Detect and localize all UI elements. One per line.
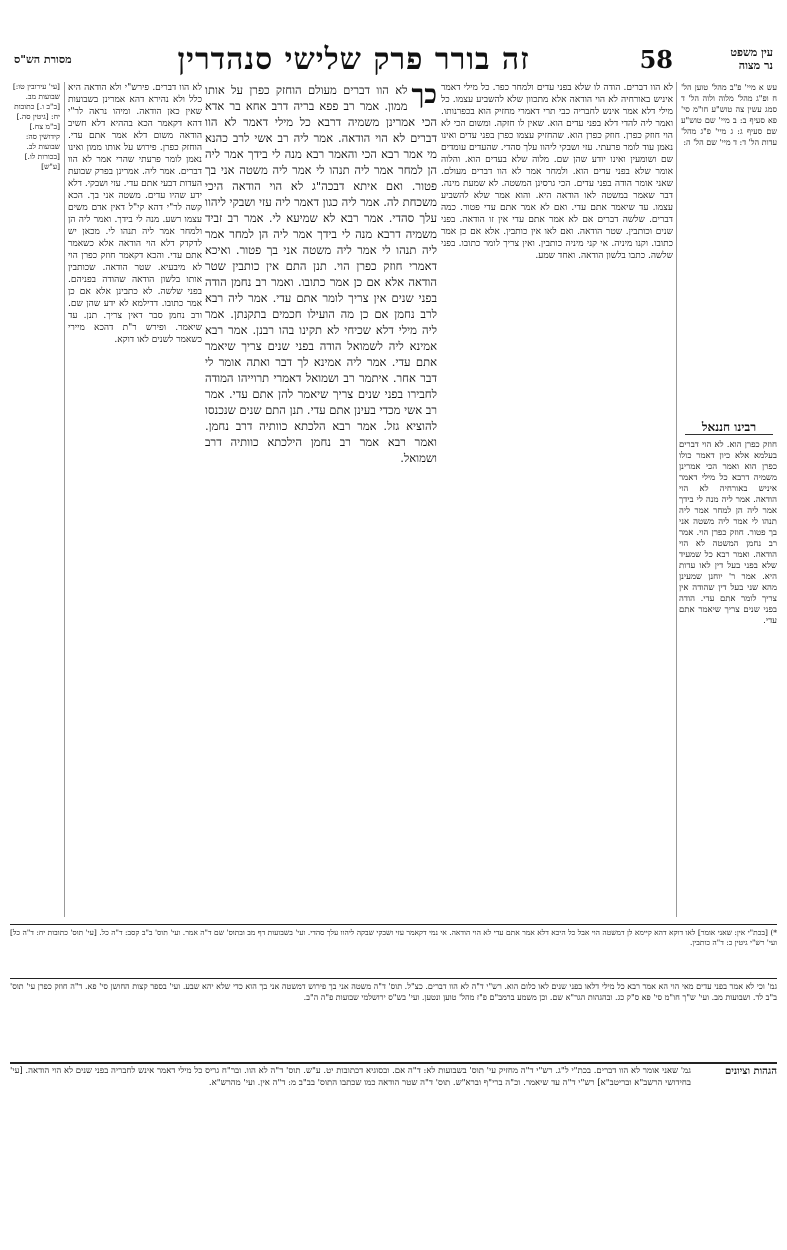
rashi-text: לא הוו דברים. הודה לו שלא בפני עדים ולמחר כפר. כל מילי דאמר איניש באורחיה לא הוי הודאה אלא מתכוון שלא להשביע עצמו. כל מילי דלא אמר אינש לחבריה כבי תרי דאמרי מחזיק הוא בכפרנותו. ואמר ליה להדי דלא בפני עדים הוא. שאין לו חזקה. ומשום הכי לא הוי חוזק כפרן. חוזק כפרן הוא. שהחזיק עצמו כפרן בפני עדים ואינו נאמן עוד לומר פרעתי. עזי ושבקי ליהוו עלך סהדי. שהעדים עומדים שם ושומעין ואינו יודע שהן שם. מלוה שלא בעדים הוא. והלוה אומר שלא בפני עדים הוא. ולמחר אמר לא הוו דברים מעולם. שאני אומר הודה בפני עדים. הכי גרסינן המשטה. לא שמעת מינה. דבר שאמר במשטה לאו הודאה היא. והוא אמר שלא להשביע עצמו. עד שיאמר אתם עדי. ואם לא אמר אתם עדי פטור. כמה דברים. שלשה דברים אם לא אמר אתם עדי אין זו הודאה. בפני שנים וכותבין. שטר הודאה. ואם לאו אין כותבין. אלא אם כן אמר כתובו. וקנו מיניה. אי קני מיניה כותבין. ואין צריך לומר כתובו. בפני שלשה. כתבו בלשון הודאה. ואחד שמע. [441, 83, 673, 261]
footnote: *) [בכת"י אין: שאני אומר] לאו דוקא דהא קיימא לן דמשטה הוי אבל כל היכא דלא אמר אתם עדי לא הוי הודאה. אי נמי דקאמר עזי ושבקי שבקה ליהוו עלך סהדי. ועי' בשבועות דף מב ובתוס' שם ד"ה אמר. ועי' תוס' ב"ב קסב: ד"ה כל. [עי' תוס' כתובות יח: ד"ה כל] ועי' רש"י גיטין כ: ד"ה כותבין. [10, 928, 777, 947]
rashi-column [441, 82, 673, 917]
masoret-hashas-column [10, 82, 60, 917]
gemara-text: לא הוו דברים מעולם הוחזק כפרן על אותו ממון. אמר רב פפא בריה דרב אחא בר אדא הכי אמרינן משמיה דרבא כל מילי דאמר לא הוו דברים לא הוי הודאה. אמר ליה רב אשי לרב כהנא מי אמר רבא הכי והאמר רבא מנה לי בידך אמר ליה הן למחר אמר ליה תנהו לי אמר ליה משטה אני בך פטור. ואם איתא דבכה"ג לא הוי הודאה היכי משכחת לה. אמר ליה כגון דאמר ליה עזי ושבקי ליהוו עלך סהדי. אמר רבא לא שמיעא לי. אמר רב זביד משמיה דרבא מנה לי בידך אמר ליה הן למחר אמר ליה תנהו לי אמר ליה משטה אני בך פטור. ואיכא דאמרי חוזק כפרן הוי. תנן התם אין כותבין שטר הודאה אלא אם כן אמר כתובו. ואמר רב נחמן הודה בפני שנים אין צריך לומר אתם עדי. אמר ליה רבא לרב נחמן אם כן מה הועילו חכמים בתקנתן. אמר ליה מילי דלא שכיחי לא תקינו בהו רבנן. אמר רבא אמינא ליה לשמואל הודה בפני שנים צריך שיאמר אתם עדי. אמר ליה אמינא לך דבר ואתה אומר לי דבר אחר. איתמר רב ושמואל דאמרי תרוייהו המודה לחבירו בפני שנים צריך שיאמר להן אתם עדי. אמר רב אשי מכדי בעינן אתם עדי. תנן התם שנים שנכנסו להוציא גזל. אמר רבא הלכתא כוותיה דרב נחמן. ואמר רבא אמר רב נחמן הילכתא כוותיה דרב ושמואל. [205, 83, 437, 465]
ein-mishpat-label: עין משפט נר מצוה [730, 46, 773, 72]
tosafot-text: לא הוו דברים. פירש"י ולא הודאה היא כלל ולא נהירא דהא אמרינן בשבועות שאין כאן הודאה. ומיהו נראה לר"י דהא דקאמר הכא בההיא דלא חשיב הודאה משום דלא אמר אתם עדי. הוחזק כפרן. פירוש על אותו ממון ואינו נאמן לומר פרעתי שהרי אמר לא הוו דברים. אמר ליה. אמרינן בפרק שבועת העדות דבעי אתם עדי. עזי ושבקי. דלא ידע שהיו עדים. משטה אני בך. הכא קשה לר"י דהא קי"ל דאין אדם משים עצמו רשע. מנה לי בידך. ואמר ליה הן ולמחר אמר ליה תנהו לי. מכאן יש לדקדק דלא הוי הודאה אלא כשאמר אתם עדי. והכא דקאמר חוזק כפרן הוי לא מיבעיא. שטר הודאה. שכותבין אותו בלשון הודאה שהודה בפניהם. בפני שלשה. לא כתבינן אלא אם כן אמר כתובו. דדילמא לא ידע שהן שם. ורב נחמן סבר דאין צריך. תנן. עד שיאמר. ופירש ר"ת דהכא מיירי כשאמר לשנים לאו דוקא. [68, 83, 202, 345]
masoret-hashas-text: [עי' עירובין טו:] שבועות מב. [ב"ב ו.] כתובות יח: [גיטין סה.] [ב"מ צח.] קידושין סה: שבועות לב. [בכורות לו.] [ע"ש] [12, 82, 60, 171]
divider [676, 82, 677, 917]
tosafot-column [68, 82, 202, 917]
hagahot-heading: הגהות וציונים [724, 1066, 777, 1077]
gemara-opening-word: כך [411, 82, 437, 110]
divider [10, 978, 777, 979]
page-header [14, 42, 773, 76]
page-number: 58 [639, 44, 673, 74]
rabbeinu-hananel-heading: רבינו חננאל [701, 420, 757, 434]
masoret-hashas-label: מסורת הש"ס [14, 52, 72, 66]
divider [10, 924, 777, 925]
ein-mishpat-column [681, 82, 777, 222]
divider [64, 82, 65, 917]
page-title: זה בורר פרק שלישי סנהדרין [177, 41, 530, 77]
bottom-commentary: גמ' וכי לא אמר בפני עדים מאי הוי הא אמר רבא כל מילי דלאו בפני שנים לאו כלום הוא. רש"י ד"ה לא הוו דברים. כצ"ל. תוס' ד"ה משטה אני בך פירוש דמשטה אני בך הוא כדי שלא יהא שבע. ועי' בספר קצות החושן סי' פא. ד"ה חוזק כפרן עי' תוס' ב"ב לד. ושבועות מב. ועי' ש"ך חו"מ סי' פא ס"ק כג. ובהגהות הגר"א שם. וכן משמע ברמב"ם פ"ז מהל' טוען ונטען. ועי' בש"ס ירושלמי שבועות פ"ה ה"ב. [10, 982, 777, 1002]
divider [10, 1062, 777, 1064]
rabbeinu-hananel-text: חוזק כפרן הוא. לא הוי דברים בעלמא אלא כיון דאמר כולו כפרן הוא ואמר הכי אמרינן משמיה דרבא כל מילי דאמר איניש באורחיה לא הוי הודאה. אמר ליה מנה לי בידך אמר ליה הן למחר אמר ליה תנהו לי אמר ליה משטה אני בך פטור. חוזק כפרן הוי. אמר רב נחמן המשטה לא הוי הודאה. ואמר רבא כל שמעיד שלא בפני בעל דין לאו עדות היא. אמר ר' יוחנן שמעינן מהא שני בעל דין שהודה אין צריך לומר אתם עדי. הודה בפני שנים צריך שיאמר אתם עדי. [679, 440, 777, 626]
ein-mishpat-text: עש א מיי' פ"ב מהל' טוען הל' ח ופ"ג מהל' מלוה ולוה הל' ד סמג עשין צה טוש"ע חו"מ סי' פא סעיף ב: ב מיי' שם טוש"ע שם סעיף ג: ג מיי' פ"ג מהל' עדות הל' ד: ד מיי' שם הל' ה: [681, 83, 777, 147]
hagahot-text: גמ' שאני אומר לא הוו דברים. בכת"י ל"ג. רש"י ד"ה מחזיק עי' תוס' בשבועות לא: ד"ה אם. ובסוגיא דכתובות יט. ע"ש. תוס' ד"ה לא הוו. ובר"ח גריס כל מילי דאמר אינש לחבריה בפני שנים לא הוי הודאה. [עי' בחידושי הרשב"א ובריטב"א] רש"י ד"ה עד שיאמר. וכ"ה ברי"ף וברא"ש. תוס' ד"ה שטר הודאה כמו שכתבו התוס' בב"ב מ: ד"ה אין. ועי' מהרש"א. [10, 1066, 691, 1088]
rabbeinu-hananel-column [679, 440, 777, 860]
gemara-column [205, 82, 437, 917]
